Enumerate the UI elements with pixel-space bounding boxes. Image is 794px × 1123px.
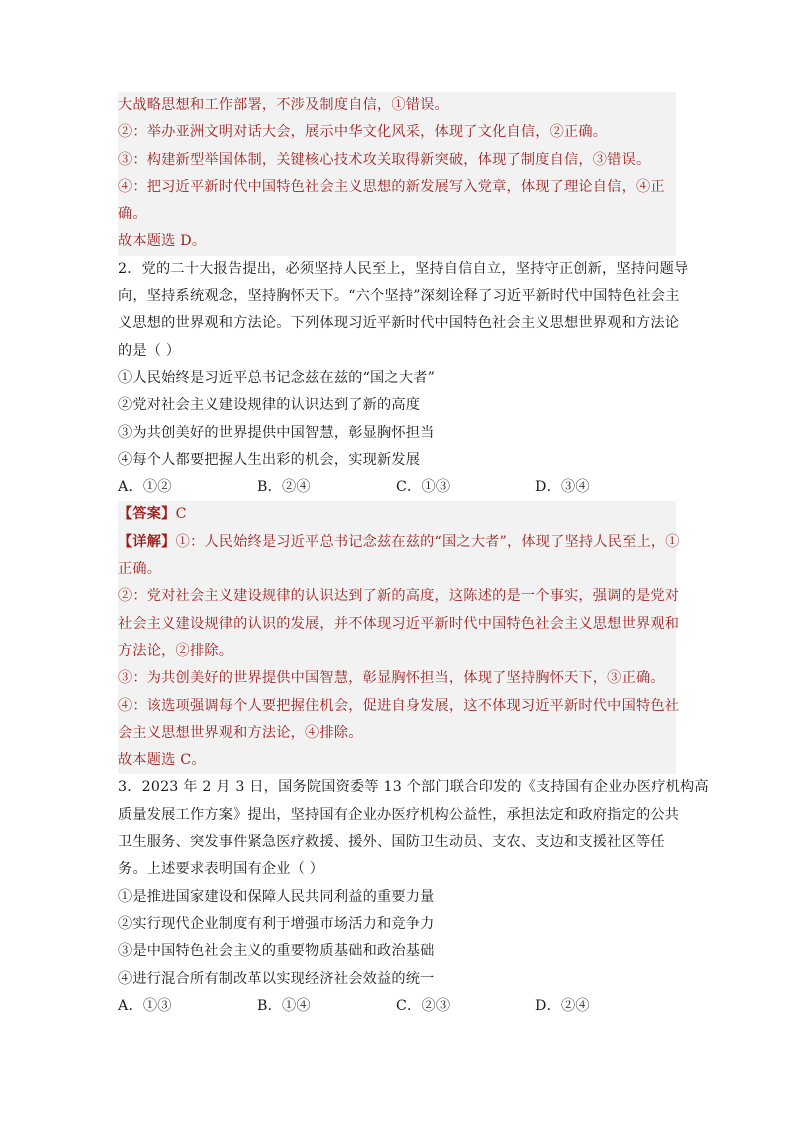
statement-item: ④每个人都要把握人生出彩的机会，实现新发展 [118, 451, 421, 468]
answer-explanation-q1 [118, 92, 676, 256]
explanation-line: ③：构建新型举国体制，关键核心技术攻关取得新突破，体现了制度自信，③错误。 [118, 147, 676, 174]
explanation-line: 大战略思想和工作部署，不涉及制度自信，①错误。 [118, 92, 676, 119]
explanation-line: 正确。 [118, 556, 676, 583]
page-content [118, 92, 709, 1020]
option-b: B．②④ [257, 479, 311, 496]
question-stem-line: 卫生服务、突发事件紧急医疗救援、援外、国防卫生动员、支农、支边和支援社区等任 [118, 834, 665, 851]
option-b: B．①④ [257, 997, 311, 1014]
statement-item: ②党对社会主义建设规律的认识达到了新的高度 [118, 397, 421, 414]
answer-options [118, 474, 676, 501]
option-a: A．①② [118, 479, 172, 496]
question-stem-line: 的是（ ） [118, 342, 181, 359]
question-stem-line: 2．党的二十大报告提出，必须坚持人民至上，坚持自信自立，坚持守正创新，坚持问题导 [118, 260, 689, 277]
option-a: A．①③ [118, 997, 172, 1014]
option-c: C．②③ [396, 997, 451, 1014]
question-3 [118, 774, 709, 1020]
question-stem-line: 义思想的世界观和方法论。下列体现习近平新时代中国特色社会主义思想世界观和方法论 [118, 315, 680, 332]
answer-options [118, 993, 676, 1020]
statement-item: ③是中国特色社会主义的重要物质基础和政治基础 [118, 943, 435, 960]
statement-item: ②实行现代企业制度有利于增强市场活力和竞争力 [118, 915, 435, 932]
question-stem-line: 质量发展工作方案》提出，坚持国有企业办医疗机构公益性，承担法定和政府指定的公共 [118, 806, 680, 823]
question-2 [118, 256, 689, 502]
question-stem-line: 务。上述要求表明国有企业（ ） [118, 861, 325, 878]
explanation-line: 确。 [118, 201, 676, 228]
explanation-line: 会主义思想世界观和方法论，④排除。 [118, 720, 676, 747]
statement-item: ④进行混合所有制改革以实现经济社会效益的统一 [118, 970, 435, 987]
explanation-line: 方法论，②排除。 [118, 638, 676, 665]
detail-line [118, 529, 680, 556]
answer-label: 【答案】 [118, 506, 176, 523]
answer-value: C [175, 506, 187, 523]
option-d: D．②④ [535, 997, 590, 1014]
option-c: C．①③ [396, 479, 451, 496]
answer-explanation-q2 [118, 501, 680, 774]
question-stem-line: 向，坚持系统观念，坚持胸怀天下。“六个坚持”深刻诠释了习近平新时代中国特色社会主 [118, 288, 680, 305]
conclusion-text: 故本题选 C。 [118, 747, 676, 774]
statement-item: ①人民始终是习近平总书记念兹在兹的“国之大者” [118, 369, 436, 386]
explanation-line: ②：举办亚洲文明对话大会，展示中华文化风采，体现了文化自信，②正确。 [118, 119, 676, 146]
explanation-line: 社会主义建设规律的认识的发展，并不体现习近平新时代中国特色社会主义思想世界观和 [118, 611, 676, 638]
explanation-line: ④：把习近平新时代中国特色社会主义思想的新发展写入党章，体现了理论自信，④正 [118, 174, 676, 201]
explanation-line: ④：该选项强调每个人要把握住机会，促进自身发展，这不体现习近平新时代中国特色社 [118, 693, 676, 720]
question-stem-line: 3．2023 年 2 月 3 日，国务院国资委等 13 个部门联合印发的《支持国有企业办医疗机构高 [118, 779, 709, 796]
statement-item: ③为共创美好的世界提供中国智慧，彰显胸怀担当 [118, 424, 435, 441]
answer-line [118, 501, 676, 528]
statement-item: ①是推进国家建设和保障人民共同利益的重要力量 [118, 888, 435, 905]
option-d: D．③④ [535, 479, 590, 496]
conclusion-text: 故本题选 D。 [118, 228, 676, 255]
explanation-line: ③：为共创美好的世界提供中国智慧，彰显胸怀担当，体现了坚持胸怀天下，③正确。 [118, 665, 676, 692]
explanation-line: ②：党对社会主义建设规律的认识达到了新的高度，这陈述的是一个事实，强调的是党对 [118, 583, 676, 610]
detail-label: 【详解】 [118, 533, 176, 550]
detail-text: ①：人民始终是习近平总书记念兹在兹的“国之大者”，体现了坚持人民至上，① [175, 533, 680, 550]
